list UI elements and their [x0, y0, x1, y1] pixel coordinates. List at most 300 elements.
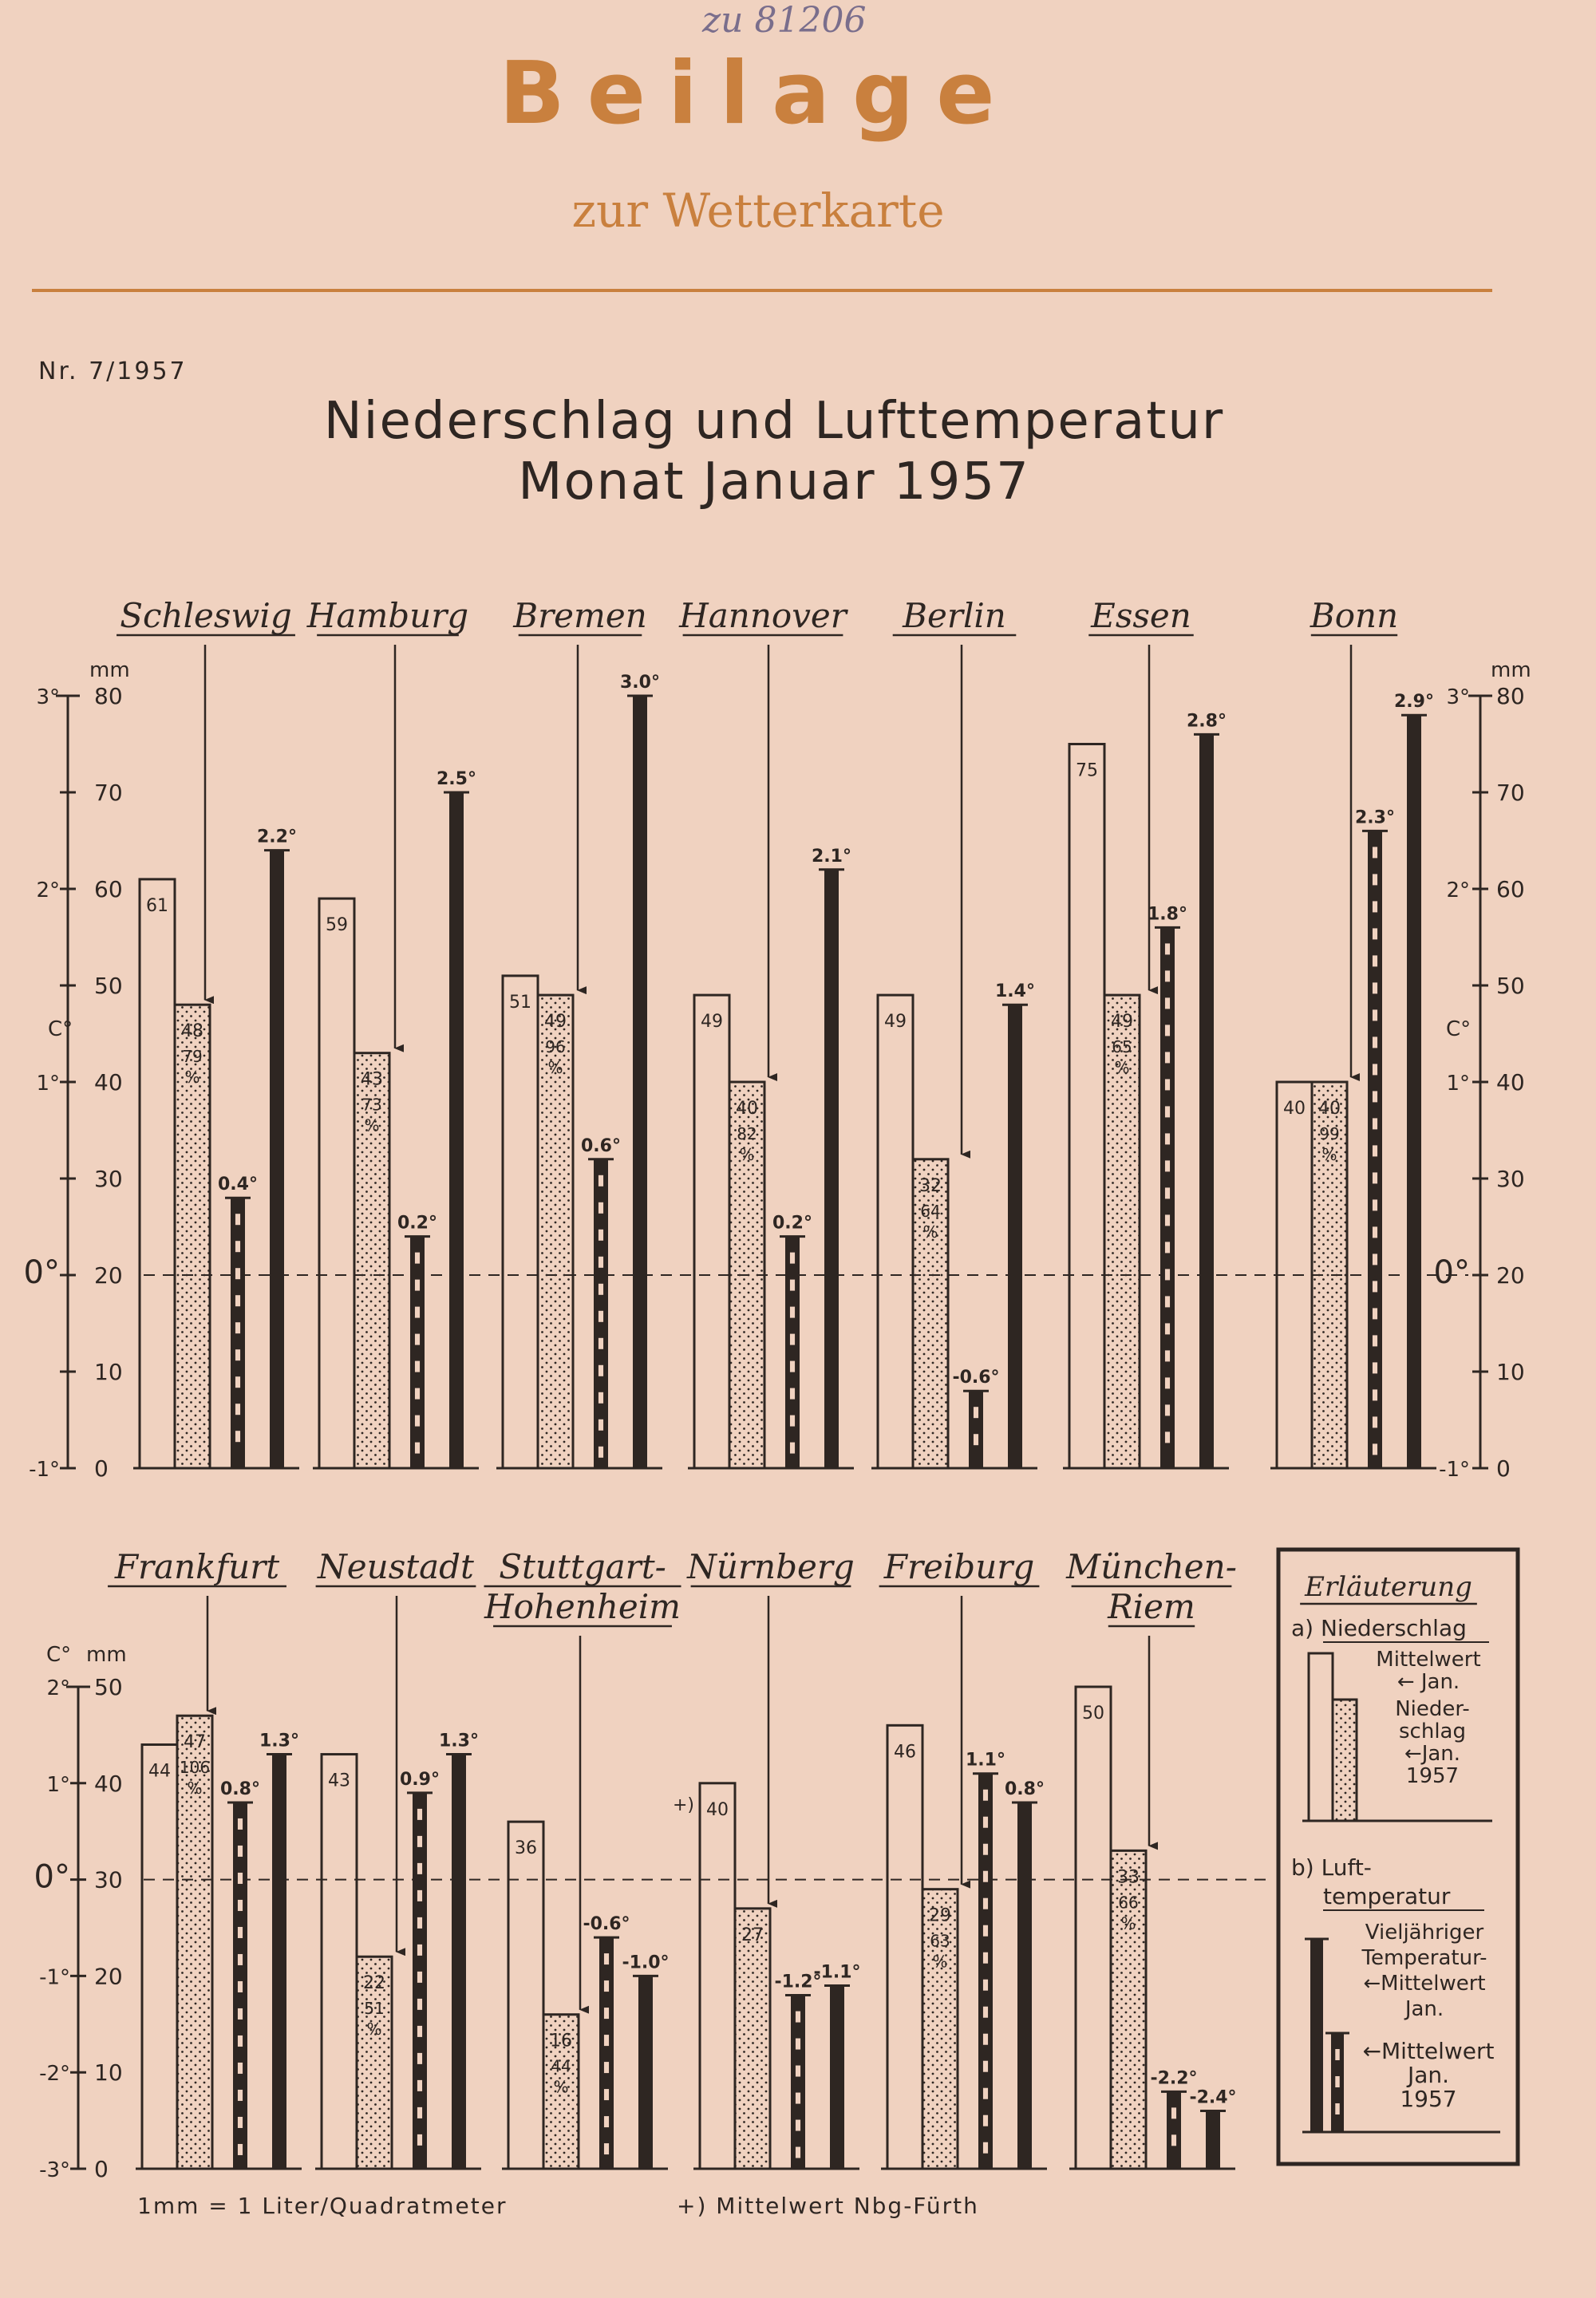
- mean-temp-bar-gap: [1165, 1025, 1170, 1036]
- mean-temp-bar-gap: [238, 1981, 243, 1992]
- mean-temp-bar-gap: [604, 1980, 609, 1992]
- actual-precip-label: 40: [1318, 1099, 1341, 1119]
- legend-b-heading: temperatur: [1323, 1883, 1451, 1909]
- precip-percent-sign: %: [553, 2077, 569, 2097]
- mean-precip-bar: [508, 1822, 543, 2169]
- axis1-right-tick-label: 40: [1496, 1069, 1525, 1096]
- axis1-left-deg-tick-label: 2°: [36, 879, 60, 902]
- mean-temp-bar-gap: [1165, 1242, 1170, 1253]
- axis1-right-tick-label: 70: [1496, 780, 1525, 806]
- mean-temp-label: -2.2°: [1150, 2068, 1198, 2089]
- mean-temp-bar-gap: [417, 1999, 422, 2010]
- legend-a-mean-text: ← Jan.: [1396, 1670, 1460, 1694]
- legend-a-actual-text: ←Jan.: [1404, 1742, 1461, 1766]
- mean-temp-bar-gap: [417, 2026, 422, 2037]
- station-label-7: Bonn: [1310, 596, 1399, 635]
- precip-percent-sign: %: [184, 1068, 200, 1088]
- mean-temp-bar-gap: [983, 1925, 988, 1937]
- axis2-left-tick-label: 30: [94, 1866, 123, 1893]
- mean-temp-bar-gap: [1165, 1079, 1170, 1090]
- actual-temp-label: -1.1°: [813, 1962, 861, 1983]
- axis1-right-deg-tick-label: -1°: [1439, 1458, 1470, 1482]
- mean-precip-label: 43: [328, 1771, 350, 1791]
- axis2-left-deg-tick-label: 2°: [46, 1676, 70, 1700]
- actual-precip-label: 29: [929, 1905, 951, 1926]
- axis1-left-tick-label: 30: [94, 1166, 123, 1192]
- actual-temp-label: -1.0°: [622, 1953, 670, 1973]
- mean-temp-bar-gap: [796, 2066, 800, 2077]
- mean-temp-bar-gap: [604, 2008, 609, 2019]
- mean-precip-label: 46: [894, 1742, 916, 1763]
- station-label-12: Freiburg: [883, 1547, 1035, 1586]
- actual-precip-label: 48: [181, 1021, 203, 1042]
- station-label-4: Hannover: [679, 596, 847, 635]
- precip-percent-sign: %: [1114, 1058, 1130, 1078]
- axis1-left-deg-tick-label: 1°: [36, 1072, 60, 1096]
- mean-temp-bar-gap: [983, 2034, 988, 2045]
- legend-b-mean-text: Temperatur-: [1361, 1946, 1487, 1970]
- actual-temp-label: 2.9°: [1394, 692, 1434, 713]
- actual-temp-label: 1.3°: [439, 1731, 479, 1751]
- mean-temp-bar-gap: [598, 1311, 603, 1322]
- axis2-left-tick-label: 10: [94, 2059, 123, 2087]
- mean-temp-bar-gap: [1373, 874, 1377, 885]
- mean-temp-label: 0.4°: [218, 1175, 258, 1195]
- mean-temp-bar-gap: [1165, 943, 1170, 954]
- header-subtitle: zur Wetterkarte: [571, 184, 945, 238]
- mean-temp-bar-gap: [983, 1953, 988, 1964]
- axis2-left-tick-label: 50: [94, 1674, 123, 1700]
- actual-precip-label: 47: [184, 1732, 206, 1753]
- mean-precip-bar: [1069, 744, 1104, 1469]
- mean-precip-bar: [887, 1725, 922, 2169]
- legend-b-mean-text: Jan.: [1404, 1997, 1444, 2021]
- mean-temp-bar-gap: [598, 1338, 603, 1349]
- mean-temp-bar-gap: [604, 1953, 609, 1964]
- axis1-left-deg-label: C°: [48, 1017, 73, 1041]
- mean-temp-label: 0.2°: [772, 1213, 812, 1234]
- mean-temp-bar-gap: [1373, 1362, 1377, 1373]
- precip-percent-label: 99: [1319, 1124, 1340, 1143]
- mean-temp-bar-gap: [238, 1818, 243, 1830]
- mean-precip-bar: [142, 1744, 177, 2169]
- precip-percent-label: 73: [361, 1095, 382, 1115]
- precip-percent-sign: %: [922, 1222, 938, 1242]
- mean-temp-bar-gap: [1165, 970, 1170, 981]
- mean-temp-bar-gap: [983, 1790, 988, 1801]
- mean-temp-bar-gap: [1165, 1323, 1170, 1334]
- actual-precip-label: 16: [550, 2031, 572, 2051]
- mean-temp-bar-gap: [1171, 2134, 1176, 2146]
- mean-temp-bar-gap: [1165, 1214, 1170, 1226]
- mean-temp-bar-gap: [238, 2117, 243, 2128]
- station-label-3: Bremen: [513, 596, 647, 635]
- legend-b-heading: b) Luft-: [1291, 1854, 1372, 1881]
- actual-temp-label: 0.8°: [1005, 1779, 1045, 1799]
- legend-mean-precip-bar: [1309, 1653, 1333, 1821]
- axis1-left-tick-label: 10: [94, 1359, 123, 1385]
- actual-temp-bar: [452, 1755, 466, 2169]
- mean-temp-bar-gap: [1165, 1187, 1170, 1198]
- actual-temp-bar: [1407, 715, 1421, 1468]
- axis1-left-mm-label: mm: [89, 658, 130, 682]
- axis2-left-deg-tick-label: -3°: [39, 2158, 70, 2182]
- mean-temp-bar-gap: [235, 1295, 240, 1306]
- precip-percent-label: 79: [182, 1047, 203, 1067]
- legend-b-actual-text: 1957: [1400, 2086, 1457, 2112]
- mean-precip-bar: [319, 898, 354, 1468]
- actual-temp-label: 1.3°: [259, 1731, 299, 1751]
- actual-temp-bar: [1206, 2111, 1220, 2169]
- mean-temp-label: 0.2°: [397, 1213, 437, 1234]
- legend-actual-temp-bar-gap: [1335, 2049, 1339, 2060]
- mean-temp-label: -0.6°: [952, 1368, 1000, 1388]
- mean-temp-label: 2.3°: [1355, 807, 1395, 828]
- chart-title-line1: Niederschlag und Lufttemperatur: [323, 392, 1225, 451]
- mean-temp-bar-gap: [1373, 982, 1377, 993]
- mean-temp-bar-gap: [790, 1443, 795, 1454]
- mean-precip-bar: [503, 976, 538, 1468]
- mean-temp-bar-gap: [415, 1280, 420, 1291]
- mean-precip-label: 75: [1076, 760, 1098, 781]
- mean-temp-bar-gap: [1373, 1009, 1377, 1021]
- precip-percent-label: 44: [551, 2056, 571, 2076]
- mean-temp-label: 0.6°: [581, 1135, 621, 1156]
- mean-precip-label: 40: [1283, 1099, 1306, 1119]
- station-label-13: München-: [1066, 1547, 1237, 1586]
- mean-temp-bar-gap: [1373, 1172, 1377, 1183]
- mean-temp-label: 0.8°: [220, 1779, 260, 1799]
- axis1-left-tick-label: 40: [94, 1069, 123, 1096]
- mean-temp-bar-gap: [235, 1241, 240, 1252]
- axis2-left-tick-label: 0: [94, 2156, 109, 2182]
- mean-temp-label: 0.9°: [400, 1769, 440, 1790]
- actual-temp-label: -2.4°: [1189, 2087, 1237, 2108]
- actual-temp-label: 3.0°: [620, 673, 660, 693]
- legend-b-actual-text: Jan.: [1407, 2062, 1450, 2088]
- axis1-right-tick-label: 60: [1496, 876, 1525, 902]
- mean-temp-bar-gap: [790, 1307, 795, 1318]
- mean-temp-bar-gap: [1373, 955, 1377, 966]
- mean-temp-bar-gap: [1373, 1091, 1377, 1102]
- precip-percent-sign: %: [739, 1145, 755, 1164]
- mean-temp-bar-gap: [415, 1307, 420, 1318]
- mean-temp-bar: [410, 1237, 425, 1468]
- mean-temp-bar-gap: [598, 1447, 603, 1458]
- mean-temp-label: 1.1°: [966, 1750, 1005, 1771]
- mean-temp-bar-gap: [1373, 1199, 1377, 1210]
- mean-temp-bar-gap: [238, 1927, 243, 1938]
- mean-precip-bar: [878, 995, 913, 1468]
- mean-temp-bar-gap: [1165, 1296, 1170, 1307]
- mean-temp-bar-gap: [238, 2063, 243, 2074]
- mean-temp-bar-gap: [238, 1900, 243, 1911]
- actual-precip-label: 32: [919, 1175, 942, 1196]
- station-label-10: Hohenheim: [484, 1587, 681, 1626]
- mean-temp-bar-gap: [1373, 1389, 1377, 1400]
- precip-percent-label: 63: [930, 1931, 950, 1951]
- mean-temp-bar-gap: [415, 1253, 420, 1264]
- mean-temp-bar-gap: [1165, 1431, 1170, 1443]
- axis1-left-tick-label: 60: [94, 876, 123, 902]
- mean-temp-bar-gap: [983, 1980, 988, 1991]
- mean-temp-bar-gap: [796, 2012, 800, 2023]
- actual-temp-label: 2.5°: [437, 769, 476, 789]
- axis1-left-tick-label: 80: [94, 683, 123, 709]
- mean-temp-bar: [978, 1774, 993, 2169]
- mean-temp-bar-gap: [238, 2144, 243, 2155]
- precip-percent-label: 82: [737, 1124, 757, 1143]
- footer-mean-note: +) Mittelwert Nbg-Fürth: [677, 2193, 979, 2219]
- mean-temp-bar-gap: [598, 1257, 603, 1268]
- mean-temp-bar-gap: [415, 1443, 420, 1454]
- actual-precip-label: 49: [544, 1012, 567, 1033]
- axis2-left-tick-label: 20: [94, 1963, 123, 1990]
- actual-precip-bar: [735, 1909, 770, 2169]
- actual-temp-label: 2.2°: [257, 827, 297, 847]
- precip-percent-label: 106: [179, 1758, 211, 1778]
- axis1-right-tick-label: 30: [1496, 1166, 1525, 1192]
- legend-a-actual-text: Nieder-: [1395, 1697, 1470, 1721]
- mean-temp-bar-gap: [796, 2039, 800, 2050]
- mean-temp-bar-gap: [417, 1917, 422, 1929]
- precip-percent-sign: %: [187, 1779, 203, 1799]
- mean-precip-bar: [322, 1755, 357, 2169]
- mean-temp-bar-gap: [983, 2088, 988, 2099]
- axis1-right-deg-tick-label: 1°: [1446, 1072, 1470, 1096]
- legend-actual-temp-bar-gap: [1335, 2076, 1339, 2087]
- handwritten-note: zu 81206: [702, 0, 867, 41]
- mean-temp-bar-gap: [415, 1361, 420, 1372]
- station-label-10: Stuttgart-: [499, 1547, 666, 1586]
- actual-precip-label: 22: [363, 1973, 385, 1994]
- mean-temp-bar-gap: [238, 2090, 243, 2101]
- precip-percent-sign: %: [364, 1115, 380, 1135]
- axis1-right-tick-label: 20: [1496, 1262, 1525, 1289]
- legend-actual-precip-bar: [1333, 1700, 1357, 1821]
- mean-precip-label: 51: [509, 992, 531, 1013]
- mean-temp-bar-gap: [1373, 1416, 1377, 1427]
- mean-temp-bar-gap: [974, 1434, 978, 1445]
- mean-precip-bar: [700, 1783, 735, 2169]
- axis1-left-tick-label: 20: [94, 1262, 123, 1289]
- legend-b-mean-text: Vieljähriger: [1365, 1921, 1484, 1945]
- legend-title: Erläuterung: [1305, 1571, 1472, 1603]
- mean-temp-bar-gap: [1373, 928, 1377, 939]
- mean-temp-bar-gap: [235, 1404, 240, 1415]
- mean-temp-bar-gap: [417, 2053, 422, 2064]
- actual-temp-bar: [638, 1976, 653, 2169]
- axis1-right-tick-label: 0: [1496, 1455, 1511, 1482]
- mean-temp-bar-gap: [1165, 1133, 1170, 1144]
- mean-temp-bar-gap: [983, 2007, 988, 2018]
- station-label-6: Essen: [1091, 596, 1191, 635]
- mean-temp-label: -0.6°: [583, 1914, 630, 1935]
- mean-temp-bar-gap: [790, 1361, 795, 1372]
- mean-temp-bar-gap: [1165, 1269, 1170, 1280]
- mean-temp-bar-gap: [1373, 1443, 1377, 1455]
- mean-temp-bar-gap: [604, 2116, 609, 2127]
- axis1-right-deg-tick-label: 2°: [1446, 879, 1470, 902]
- mean-precip-bar: [140, 879, 175, 1468]
- mean-temp-bar-gap: [790, 1334, 795, 1345]
- mean-temp-bar-gap: [796, 2120, 800, 2131]
- mean-temp-bar-gap: [790, 1416, 795, 1427]
- axis2-left-deg-tick-label: 0°: [34, 1858, 70, 1896]
- actual-temp-label: 2.8°: [1187, 711, 1227, 732]
- mean-temp-bar-gap: [417, 1809, 422, 1820]
- mean-temp-bar-gap: [604, 2062, 609, 2073]
- mean-temp-bar-gap: [417, 1836, 422, 1847]
- mean-temp-bar-gap: [974, 1407, 978, 1418]
- mean-temp-bar-gap: [1373, 1118, 1377, 1129]
- mean-precip-label: 61: [146, 895, 168, 916]
- axis1-left-deg-tick-label: -1°: [29, 1458, 60, 1482]
- mean-temp-bar-gap: [417, 1945, 422, 1956]
- mean-precip-bar: [1076, 1687, 1111, 2169]
- mean-temp-bar-gap: [983, 1844, 988, 1855]
- station-label-5: Berlin: [903, 596, 1006, 635]
- mean-temp-bar-gap: [417, 1863, 422, 1874]
- station-label-11: Nürnberg: [687, 1547, 855, 1586]
- precip-percent-sign: %: [1120, 1913, 1136, 1933]
- mean-temp-label: -1.2°: [774, 1972, 822, 1992]
- actual-temp-bar: [272, 1755, 286, 2169]
- precip-percent-sign: %: [366, 2020, 382, 2039]
- actual-temp-label: 2.1°: [812, 846, 851, 867]
- mean-temp-bar-gap: [1373, 1226, 1377, 1238]
- actual-temp-bar: [824, 870, 839, 1468]
- mean-temp-bar-gap: [1165, 1106, 1170, 1117]
- mean-temp-bar-gap: [598, 1419, 603, 1431]
- legend-b-mean-text: ←Mittelwert: [1363, 1972, 1486, 1996]
- mean-precip-bar: [694, 995, 729, 1468]
- mean-temp-bar-gap: [790, 1253, 795, 1264]
- mean-temp-bar-gap: [1165, 1052, 1170, 1063]
- mean-temp-bar-gap: [1373, 1308, 1377, 1319]
- actual-temp-bar: [633, 696, 647, 1468]
- station-label-9: Neustadt: [318, 1547, 474, 1586]
- axis1-left-deg-tick-label: 0°: [23, 1254, 60, 1291]
- mean-temp-bar: [1167, 2091, 1181, 2169]
- axis1-right-tick-label: 50: [1496, 973, 1525, 999]
- legend-a-actual-text: schlag: [1399, 1720, 1466, 1743]
- mean-precip-footnote-marker: +): [673, 1795, 695, 1815]
- precip-percent-label: 66: [1118, 1893, 1139, 1913]
- mean-temp-bar-gap: [1373, 1064, 1377, 1075]
- mean-temp-bar-gap: [983, 1817, 988, 1828]
- precip-percent-label: 51: [364, 1999, 385, 2019]
- mean-temp-bar-gap: [415, 1416, 420, 1427]
- axis1-left-tick-label: 0: [94, 1455, 109, 1482]
- axis2-left-deg-tick-label: 1°: [46, 1772, 70, 1797]
- mean-temp-bar-gap: [598, 1392, 603, 1404]
- mean-temp-bar-gap: [790, 1388, 795, 1400]
- actual-temp-label: 1.4°: [995, 981, 1035, 1002]
- mean-temp-bar-gap: [598, 1202, 603, 1214]
- mean-temp-bar-gap: [417, 1890, 422, 1901]
- mean-temp-bar-gap: [238, 1873, 243, 1884]
- mean-temp-bar-gap: [796, 2093, 800, 2104]
- footer-unit-note: 1mm = 1 Liter/Quadratmeter: [137, 2193, 508, 2219]
- mean-temp-bar: [969, 1391, 983, 1468]
- mean-temp-bar-gap: [1165, 997, 1170, 1009]
- mean-temp-bar-gap: [598, 1175, 603, 1187]
- mean-temp-bar-gap: [598, 1365, 603, 1376]
- mean-precip-label: 40: [706, 1799, 729, 1820]
- legend-actual-temp-bar-gap: [1335, 2103, 1339, 2114]
- axis1-right-tick-label: 80: [1496, 683, 1525, 709]
- mean-temp-bar-gap: [983, 2061, 988, 2072]
- header-title: Beilage: [499, 44, 1017, 144]
- mean-temp-bar-gap: [1165, 1377, 1170, 1388]
- mean-temp-bar-gap: [235, 1214, 240, 1225]
- actual-precip-label: 33: [1117, 1867, 1140, 1888]
- legend-a-mean-text: Mittelwert: [1376, 1648, 1481, 1672]
- legend-b-actual-text: ←Mittelwert: [1362, 2038, 1495, 2064]
- mean-precip-label: 44: [148, 1761, 171, 1782]
- mean-temp-bar-gap: [598, 1230, 603, 1241]
- actual-precip-label: 27: [741, 1925, 764, 1945]
- axis1-left-tick-label: 50: [94, 973, 123, 999]
- mean-temp-label: 1.8°: [1148, 904, 1187, 925]
- axis2-left-mm-label: mm: [86, 1643, 127, 1667]
- actual-temp-bar: [1017, 1802, 1032, 2169]
- mean-temp-bar-gap: [238, 2035, 243, 2047]
- mean-temp-bar-gap: [796, 2147, 800, 2158]
- actual-temp-bar: [1008, 1005, 1022, 1468]
- mean-precip-label: 36: [515, 1838, 537, 1859]
- precip-percent-sign: %: [1321, 1145, 1337, 1164]
- mean-temp-bar-gap: [1373, 1335, 1377, 1346]
- issue-number: Nr. 7/1957: [38, 357, 188, 385]
- mean-temp-bar-gap: [983, 1898, 988, 1909]
- mean-temp-bar-gap: [417, 1972, 422, 1983]
- mean-temp-bar-gap: [598, 1284, 603, 1295]
- mean-temp-bar-gap: [1373, 1145, 1377, 1156]
- station-label-1: Schleswig: [120, 596, 292, 635]
- axis1-right-tick-label: 10: [1496, 1359, 1525, 1385]
- axis1-right-deg-tick-label: 3°: [1446, 685, 1470, 709]
- actual-precip-label: 40: [736, 1099, 758, 1119]
- mean-temp-bar-gap: [417, 2080, 422, 2091]
- mean-temp-bar-gap: [1373, 847, 1377, 858]
- station-label-8: Frankfurt: [114, 1547, 280, 1586]
- legend-a-heading: a) Niederschlag: [1291, 1615, 1467, 1641]
- legend-mean-temp-bar: [1310, 1939, 1323, 2132]
- legend-a-actual-text: 1957: [1405, 1764, 1460, 1788]
- mean-temp-bar-gap: [983, 1871, 988, 1882]
- mean-temp-bar-gap: [1373, 1254, 1377, 1265]
- axis1-right-mm-label: mm: [1491, 658, 1531, 682]
- mean-temp-bar: [599, 1937, 614, 2169]
- mean-temp-bar-gap: [604, 2143, 609, 2154]
- precip-percent-label: 65: [1112, 1037, 1132, 1057]
- mean-temp-bar-gap: [235, 1376, 240, 1388]
- axis1-right-deg-tick-label: 0°: [1433, 1254, 1470, 1291]
- chart-title-line2: Monat Januar 1957: [518, 452, 1030, 511]
- mean-temp-bar: [785, 1237, 800, 1468]
- mean-temp-bar-gap: [415, 1388, 420, 1400]
- station-label-13: Riem: [1108, 1587, 1195, 1626]
- precip-percent-sign: %: [932, 1952, 948, 1972]
- axis2-left-deg-tick-label: -1°: [39, 1965, 70, 1990]
- mean-temp-bar-gap: [235, 1268, 240, 1279]
- axis2-left-deg-tick-label: -2°: [39, 2062, 70, 2087]
- mean-temp-bar-gap: [1165, 1160, 1170, 1171]
- mean-precip-label: 49: [701, 1012, 723, 1033]
- mean-temp-bar-gap: [238, 1846, 243, 1857]
